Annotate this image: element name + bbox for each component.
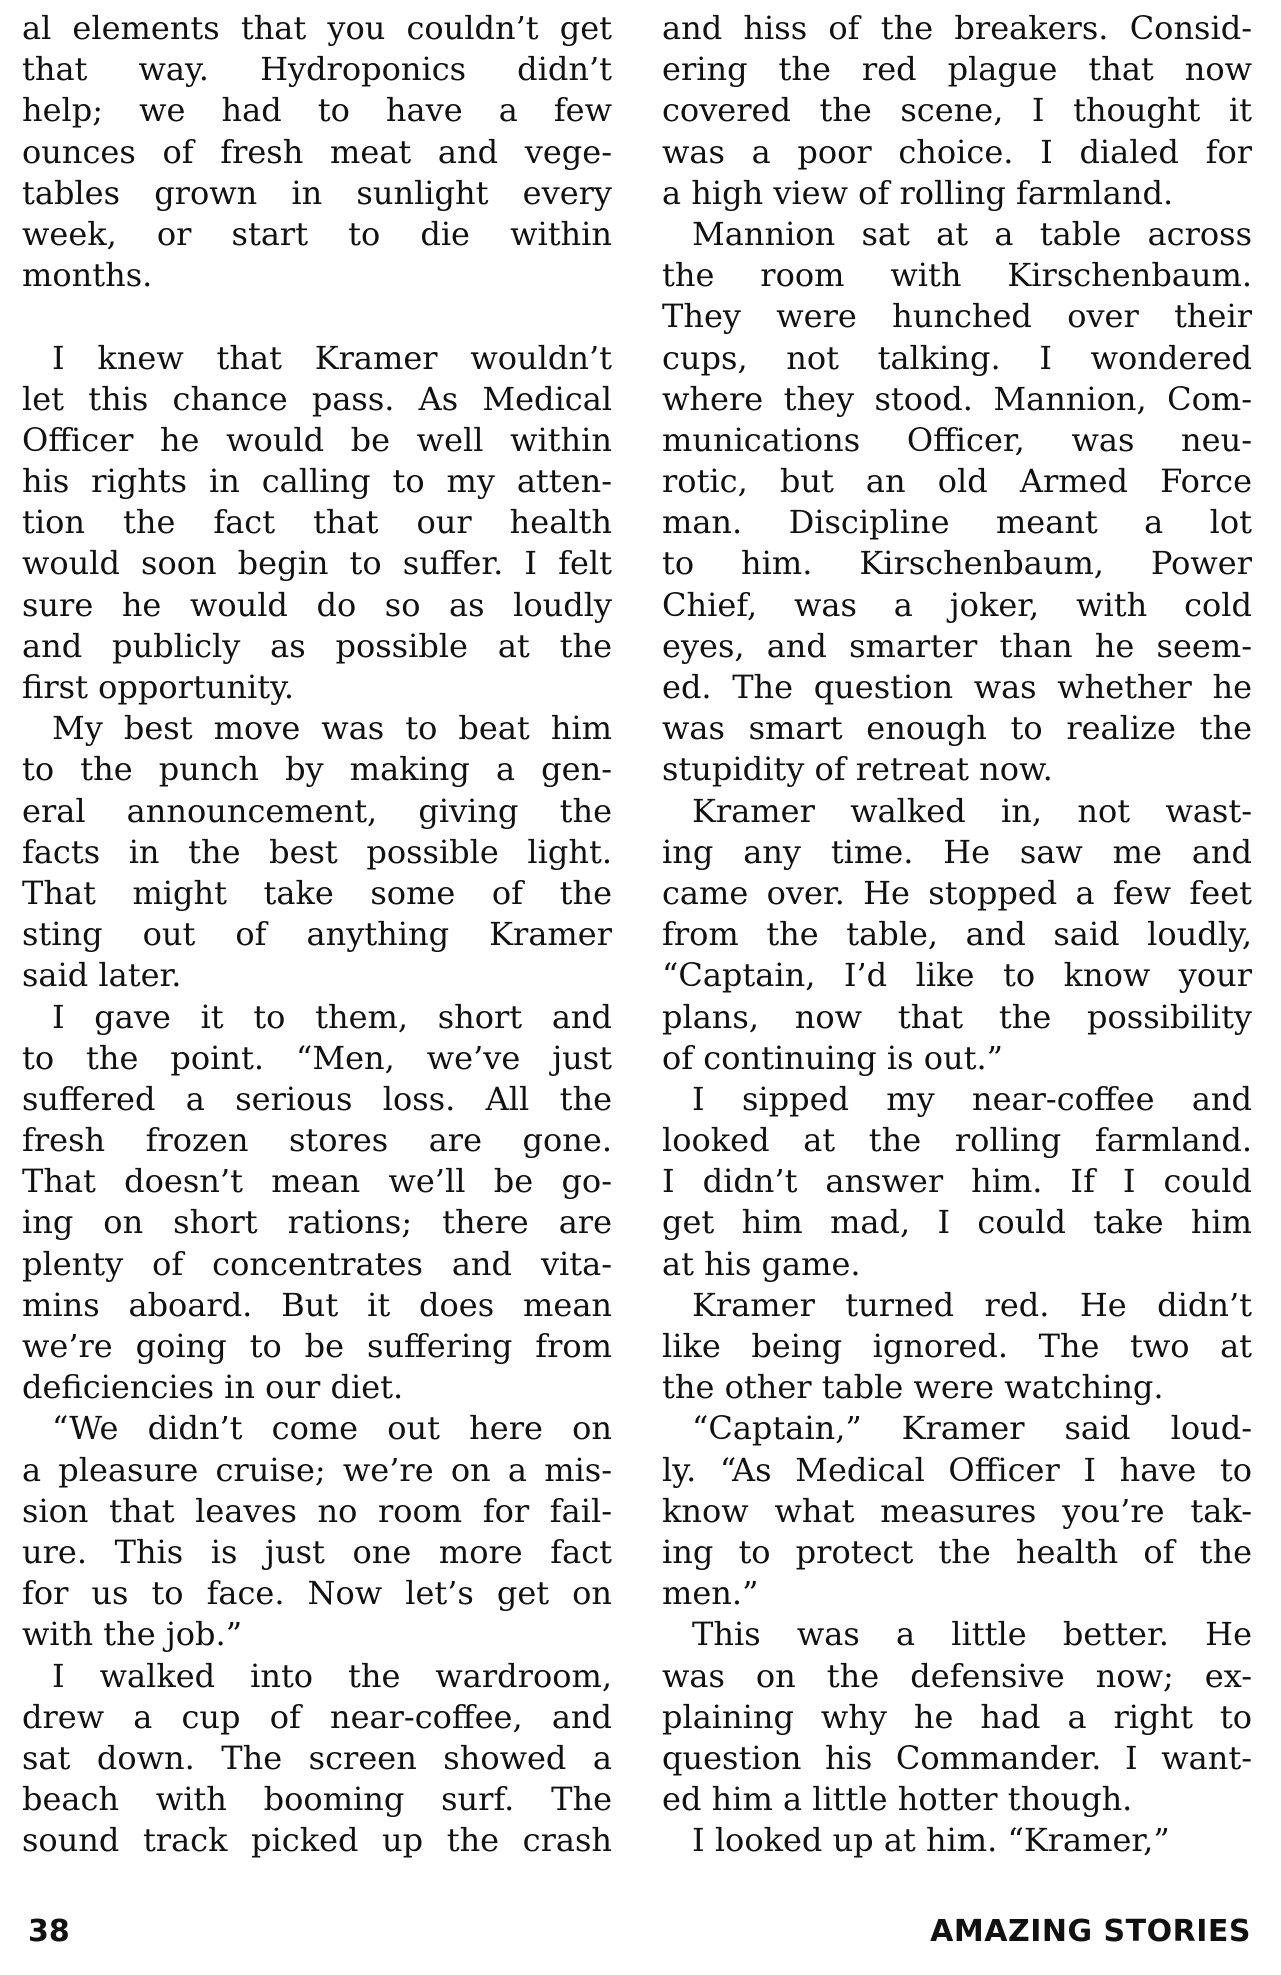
text-line: ounces of fresh meat and vege-: [22, 132, 612, 171]
text-line: Officer he would be well within: [22, 420, 612, 459]
text-line: a pleasure cruise; we’re on a mis-: [22, 1450, 612, 1489]
text-line: sure he would do so as loudly: [22, 585, 612, 624]
text-line: sion that leaves no room for fail-: [22, 1491, 612, 1530]
text-line: beach with booming surf. The: [22, 1780, 612, 1819]
text-line: eral announcement, giving the: [22, 791, 612, 830]
text-line: This was a little better. He: [692, 1615, 1252, 1654]
text-line: sat down. The screen showed a: [22, 1738, 612, 1777]
text-line: from the table, and said loudly,: [662, 915, 1252, 954]
text-line: [22, 296, 612, 337]
text-line: of continuing is out.”: [662, 1038, 1003, 1077]
text-line: plans, now that the possibility: [662, 997, 1252, 1036]
text-line: plaining why he had a right to: [662, 1697, 1252, 1736]
text-line: ly. “As Medical Officer I have to: [662, 1450, 1252, 1489]
text-line: I knew that Kramer wouldn’t: [52, 338, 612, 377]
text-line: at his game.: [662, 1244, 861, 1283]
text-line: ing to protect the health of the: [662, 1532, 1252, 1571]
text-line: plenty of concentrates and vita-: [22, 1244, 612, 1283]
text-line: fresh frozen stores are gone.: [22, 1121, 612, 1160]
text-line: ure. This is just one more fact: [22, 1532, 612, 1571]
text-line: ing any time. He saw me and: [662, 832, 1252, 871]
text-line: stupidity of retreat now.: [662, 750, 1053, 789]
text-line: was a poor choice. I dialed for: [662, 132, 1252, 171]
left-text-column: [22, 8, 612, 1861]
text-line: said later.: [22, 956, 182, 995]
text-line: question his Commander. I want-: [662, 1738, 1252, 1777]
text-line: first opportunity.: [22, 668, 295, 706]
text-line: “Captain,” Kramer said loud-: [692, 1409, 1252, 1448]
text-line: drew a cup of near-coffee, and: [22, 1697, 612, 1736]
text-line: tables grown in sunlight every: [22, 173, 612, 212]
text-line: to him. Kirschenbaum, Power: [662, 544, 1252, 583]
text-line: facts in the best possible light.: [22, 832, 612, 871]
text-line: Kramer walked in, not wast-: [692, 791, 1252, 830]
text-line: tion the fact that our health: [22, 503, 612, 542]
text-line: was smart enough to realize the: [662, 709, 1252, 748]
text-line: cups, not talking. I wondered: [662, 338, 1252, 377]
text-line: for us to face. Now let’s get on: [22, 1574, 612, 1613]
text-line: ering the red plague that now: [662, 50, 1252, 89]
text-line: My best move was to beat him: [52, 709, 612, 748]
text-line: a high view of rolling farmland.: [662, 173, 1174, 212]
text-line: looked at the rolling farmland.: [662, 1121, 1252, 1160]
text-line: that way. Hydroponics didn’t: [22, 50, 612, 89]
text-line: I gave it to them, short and: [52, 997, 612, 1036]
text-line: like being ignored. The two at: [662, 1327, 1252, 1365]
text-line: his rights in calling to my atten-: [22, 462, 612, 501]
text-line: I sipped my near-coffee and: [692, 1079, 1252, 1118]
text-line: get him mad, I could take him: [662, 1203, 1252, 1242]
text-line: where they stood. Mannion, Com-: [662, 379, 1252, 418]
text-line: and publicly as possible at the: [22, 626, 612, 665]
text-line: came over. He stopped a few feet: [662, 873, 1252, 912]
text-line: Chief, was a joker, with cold: [662, 585, 1252, 624]
right-text-column: [662, 8, 1252, 1861]
text-line: “We didn’t come out here on: [52, 1409, 612, 1448]
text-line: That doesn’t mean we’ll be go-: [22, 1162, 612, 1201]
text-line: ed. The question was whether he: [662, 668, 1252, 706]
text-line: and hiss of the breakers. Consid-: [662, 9, 1252, 47]
text-line: I walked into the wardroom,: [52, 1656, 612, 1695]
text-line: to the punch by making a gen-: [22, 750, 612, 789]
text-line: deficiencies in our diet.: [22, 1368, 404, 1407]
text-line: ed him a little hotter though.: [662, 1780, 1133, 1819]
text-line: rotic, but an old Armed Force: [662, 462, 1252, 501]
text-line: week, or start to die within: [22, 214, 612, 253]
page-number: 38: [28, 1914, 70, 1949]
text-line: Mannion sat at a table across: [692, 214, 1252, 253]
text-line: with the job.”: [22, 1615, 243, 1654]
text-line: let this chance pass. As Medical: [22, 379, 612, 418]
text-line: sound track picked up the crash: [22, 1821, 612, 1860]
text-line: know what measures you’re tak-: [662, 1491, 1252, 1530]
running-title: AMAZING STORIES: [930, 1914, 1251, 1949]
text-line: ing on short rations; there are: [22, 1203, 612, 1242]
text-line: sting out of anything Kramer: [22, 915, 612, 954]
text-line: That might take some of the: [22, 873, 612, 912]
text-line: the other table were watching.: [662, 1368, 1164, 1407]
text-line: to the point. “Men, we’ve just: [22, 1038, 612, 1077]
text-line: men.”: [662, 1574, 759, 1613]
text-line: help; we had to have a few: [22, 91, 612, 130]
text-line: I didn’t answer him. If I could: [662, 1162, 1252, 1201]
text-line: Kramer turned red. He didn’t: [692, 1285, 1252, 1324]
text-line: would soon begin to suffer. I felt: [22, 544, 612, 583]
text-line: man. Discipline meant a lot: [662, 503, 1252, 542]
text-line: I looked up at him. “Kramer,”: [692, 1821, 1170, 1860]
text-line: mins aboard. But it does mean: [22, 1285, 612, 1324]
text-line: we’re going to be suffering from: [22, 1327, 612, 1365]
text-line: was on the defensive now; ex-: [662, 1656, 1252, 1695]
text-line: eyes, and smarter than he seem-: [662, 626, 1252, 665]
text-line: “Captain, I’d like to know your: [662, 956, 1252, 995]
text-line: They were hunched over their: [662, 297, 1252, 336]
text-line: al elements that you couldn’t get: [22, 9, 612, 47]
text-line: covered the scene, I thought it: [662, 91, 1252, 130]
text-line: months.: [22, 256, 153, 295]
text-line: munications Officer, was neu-: [662, 420, 1252, 459]
text-line: suffered a serious loss. All the: [22, 1079, 612, 1118]
text-line: the room with Kirschenbaum.: [662, 256, 1252, 295]
